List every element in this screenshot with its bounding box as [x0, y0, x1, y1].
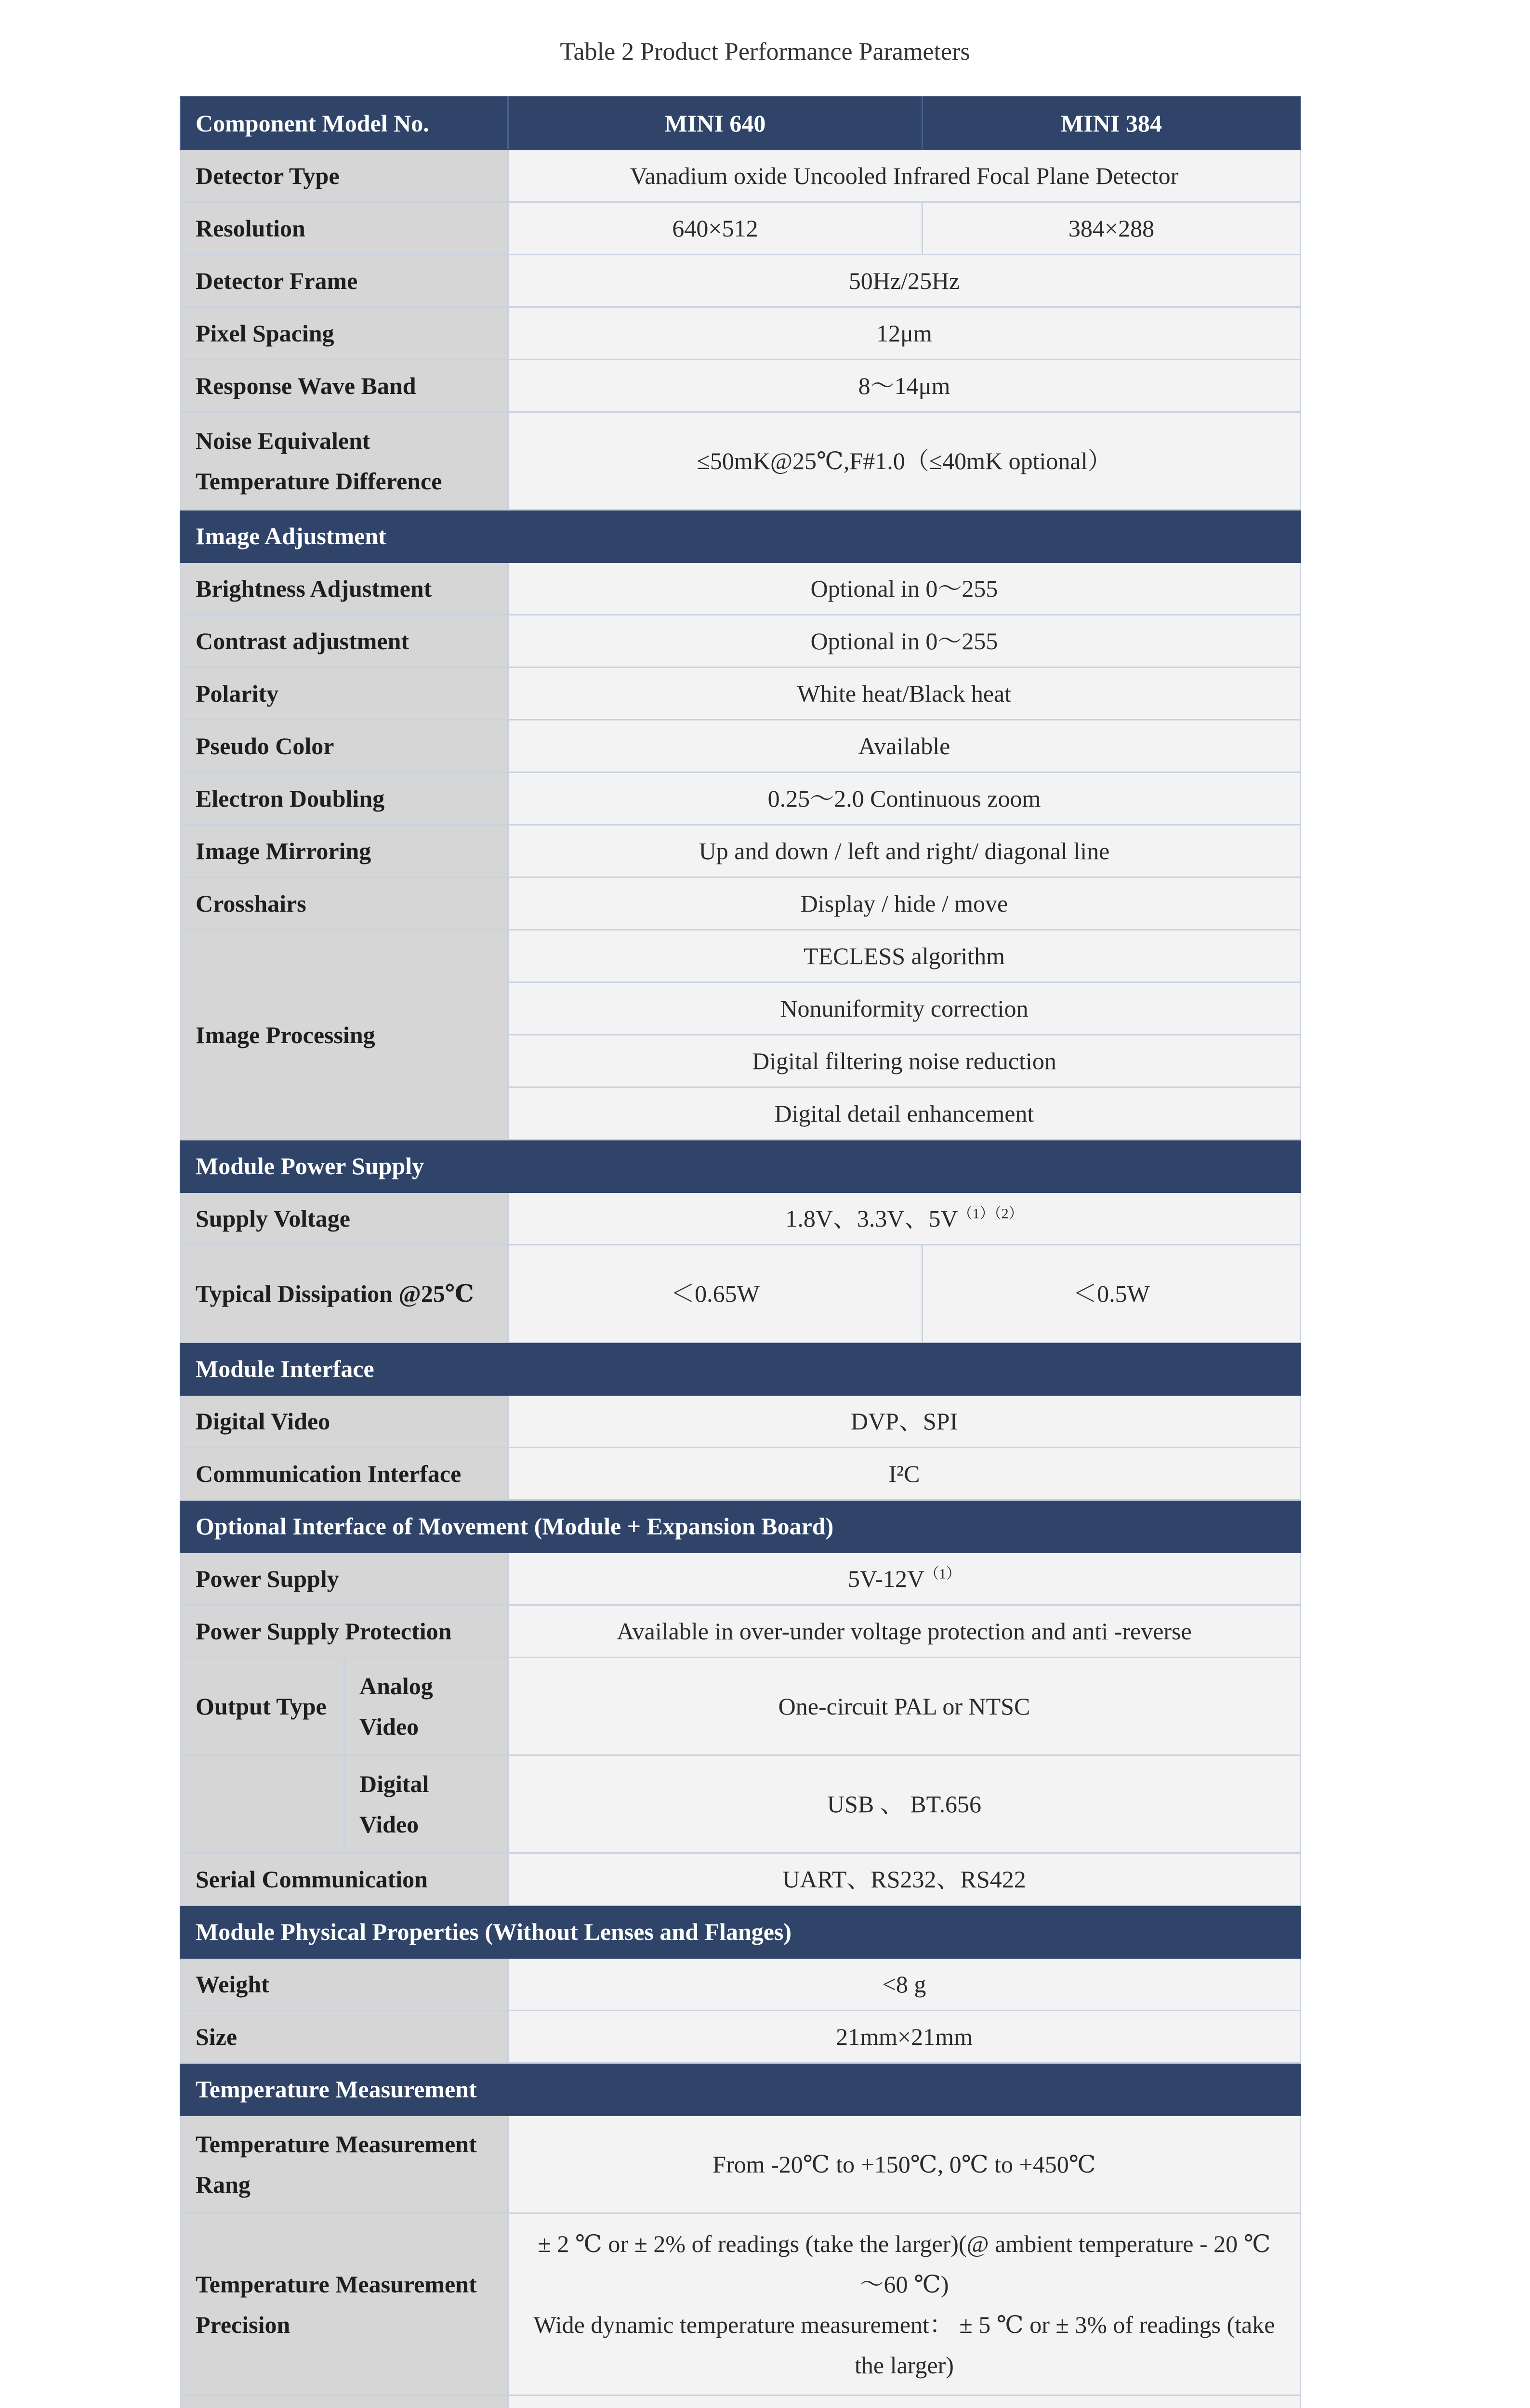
table-row: [181, 1192, 1301, 1245]
table-row: [181, 877, 1301, 930]
row-value-640: ＜0.65W: [508, 1245, 923, 1343]
section-header: [181, 1500, 1301, 1553]
section-header: [181, 2063, 1301, 2116]
row-label: Digital Video: [181, 1395, 508, 1448]
section-title: Optional Interface of Movement (Module + Expansion Board): [181, 1500, 1301, 1553]
row-value: Digital filtering noise reduction: [508, 1035, 1301, 1087]
table-row: [181, 2011, 1301, 2063]
table-row: [181, 360, 1301, 412]
row-value-384: 384×288: [923, 202, 1301, 255]
section-header: [181, 1343, 1301, 1395]
row-value: 8～14μm: [508, 360, 1301, 412]
voltage-note: （1）（2）: [958, 1205, 1023, 1222]
table-row: [181, 772, 1301, 825]
table-caption: Table 2 Product Performance Parameters: [560, 38, 970, 65]
row-value: One-circuit PAL or NTSC: [508, 1658, 1301, 1755]
voltage-text: 1.8V、3.3V、5V: [785, 1205, 958, 1232]
table-row: [181, 1755, 1301, 1853]
precision-line-2: Wide dynamic temperature measurement： ± 5 ℃ or ± 3% of readings (take the larger): [533, 2311, 1275, 2379]
performance-table: [180, 96, 1301, 2408]
section-header: [181, 1140, 1301, 1192]
row-value: 0.25～2.0 Continuous zoom: [508, 772, 1301, 825]
row-value: [508, 2213, 1301, 2395]
row-value: ≤50mK@25℃,F#1.0（≤40mK optional）: [508, 412, 1301, 510]
row-label: Power Supply: [181, 1553, 508, 1605]
row-label: Serial Communication: [181, 1853, 508, 1906]
row-label: Size: [181, 2011, 508, 2063]
row-value: TECLESS algorithm: [508, 930, 1301, 982]
row-value: Up and down / left and right/ diagonal line: [508, 825, 1301, 877]
row-label: Analog Video: [344, 1658, 508, 1755]
row-value: UART、RS232、RS422: [508, 1853, 1301, 1906]
table-row: [181, 1853, 1301, 1906]
table-header-row: [181, 97, 1301, 150]
row-value: Optional in 0～255: [508, 615, 1301, 667]
table-row: [181, 1395, 1301, 1448]
table-row: [181, 563, 1301, 615]
row-label: Pseudo Color: [181, 720, 508, 772]
header-label: Component Model No.: [181, 97, 508, 150]
section-title: Temperature Measurement: [181, 2063, 1301, 2116]
table-row: [181, 825, 1301, 877]
table-row: [181, 2116, 1301, 2213]
row-label: Typical Dissipation @25℃: [181, 1245, 508, 1343]
table-row: [181, 2213, 1301, 2395]
table-row: [181, 1553, 1301, 1605]
row-label: Image Mirroring: [181, 825, 508, 877]
output-type-label: Output Type: [181, 1658, 344, 1755]
table-row: [181, 1245, 1301, 1343]
table-row: [181, 1448, 1301, 1500]
row-label: Supply Voltage: [181, 1192, 508, 1245]
row-value: Display / hide / move: [508, 877, 1301, 930]
precision-line-1: ± 2 ℃ or ± 2% of readings (take the larger)(@ ambient temperature - 20 ℃ ～60 ℃): [538, 2230, 1271, 2298]
row-value: [508, 1192, 1301, 1245]
power-note: （1）: [924, 1566, 961, 1582]
row-value: Vanadium oxide Uncooled Infrared Focal Plane Detector: [508, 150, 1301, 202]
row-label: Detector Frame: [181, 255, 508, 307]
table-row: [181, 412, 1301, 510]
row-value: I²C: [508, 1448, 1301, 1500]
table-row: [181, 1658, 1301, 1755]
row-label: [181, 2395, 508, 2408]
row-label: Brightness Adjustment: [181, 563, 508, 615]
row-value: 50Hz/25Hz: [508, 255, 1301, 307]
row-value: [508, 2395, 1301, 2408]
row-label: Communication Interface: [181, 1448, 508, 1500]
output-type-blank: [181, 1755, 344, 1853]
table-row: [181, 307, 1301, 360]
row-label: Detector Type: [181, 150, 508, 202]
table-row: [181, 1605, 1301, 1658]
section-header: [181, 1906, 1301, 1958]
table-row: [181, 667, 1301, 720]
row-value: Optional in 0～255: [508, 563, 1301, 615]
row-value-640: 640×512: [508, 202, 923, 255]
row-value: Available in over-under voltage protection and anti -reverse: [508, 1605, 1301, 1658]
table-row: [181, 930, 1301, 982]
section-title: Module Interface: [181, 1343, 1301, 1395]
row-value: Available: [508, 720, 1301, 772]
table-row: [181, 720, 1301, 772]
header-mini-384: MINI 384: [923, 97, 1301, 150]
row-label: Contrast adjustment: [181, 615, 508, 667]
table-row: [181, 150, 1301, 202]
table-row: [181, 202, 1301, 255]
header-mini-640: MINI 640: [508, 97, 923, 150]
row-value: 12μm: [508, 307, 1301, 360]
row-value: USB 、 BT.656: [508, 1755, 1301, 1853]
row-value: Digital detail enhancement: [508, 1087, 1301, 1140]
section-title: Module Physical Properties (Without Lenses and Flanges): [181, 1906, 1301, 1958]
table-row: [181, 2395, 1301, 2408]
row-label: Temperature Measurement Rang: [181, 2116, 508, 2213]
row-label: Crosshairs: [181, 877, 508, 930]
row-value: Nonuniformity correction: [508, 982, 1301, 1035]
row-label: Response Wave Band: [181, 360, 508, 412]
section-title: Module Power Supply: [181, 1140, 1301, 1192]
section-title: Image Adjustment: [181, 510, 1301, 563]
row-label: Power Supply Protection: [181, 1605, 508, 1658]
row-value: 21mm×21mm: [508, 2011, 1301, 2063]
power-text: 5V-12V: [847, 1565, 925, 1592]
row-value-384: ＜0.5W: [923, 1245, 1301, 1343]
row-value: White heat/Black heat: [508, 667, 1301, 720]
row-label: Electron Doubling: [181, 772, 508, 825]
row-label: Resolution: [181, 202, 508, 255]
row-label: Weight: [181, 1958, 508, 2011]
section-header: [181, 510, 1301, 563]
row-value: From -20℃ to +150℃, 0℃ to +450℃: [508, 2116, 1301, 2213]
row-label: Image Processing: [181, 930, 508, 1140]
table-row: [181, 255, 1301, 307]
row-label: Temperature Measurement Precision: [181, 2213, 508, 2395]
row-value: <8 g: [508, 1958, 1301, 2011]
row-label: Polarity: [181, 667, 508, 720]
table-row: [181, 615, 1301, 667]
row-label: Pixel Spacing: [181, 307, 508, 360]
row-label: Noise Equivalent Temperature Difference: [181, 412, 508, 510]
row-label: Digital Video: [344, 1755, 508, 1853]
row-value: DVP、SPI: [508, 1395, 1301, 1448]
table-row: [181, 1958, 1301, 2011]
row-value: [508, 1553, 1301, 1605]
